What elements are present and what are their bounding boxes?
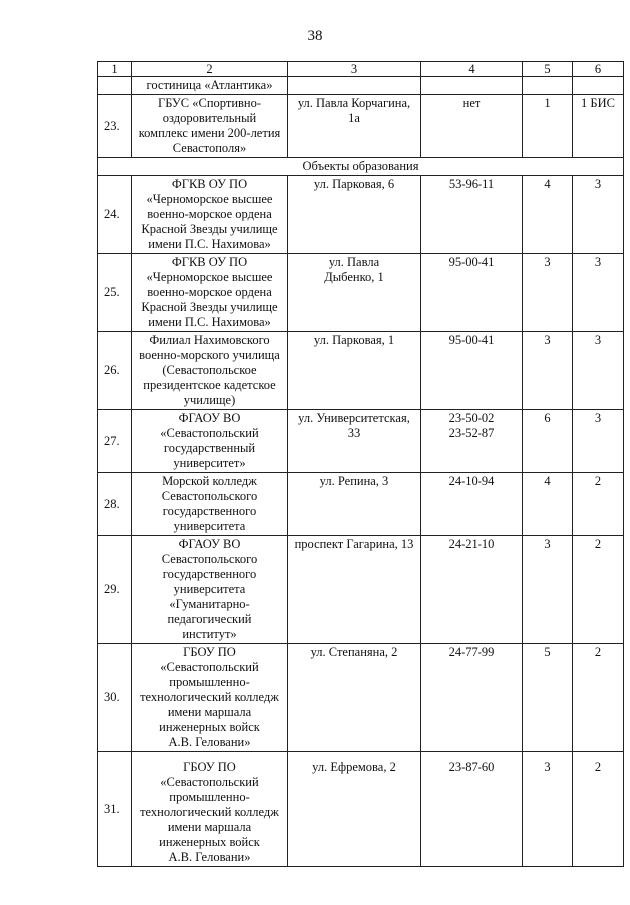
col6-cell: 2 [573, 752, 624, 867]
name-cell [132, 332, 288, 410]
name-line: А.В. Геловани» [168, 850, 251, 864]
address-line: ул. Павла Корчагина, [297, 96, 411, 110]
address-cell [288, 95, 421, 158]
phone-line: 53-96-11 [448, 177, 495, 191]
address-line: ул. Степаняна, 2 [310, 645, 398, 659]
name-line: институт» [182, 627, 237, 641]
address-line: проспект Гагарина, 13 [294, 537, 414, 551]
name-cell: гостиница «Атлантика» [132, 77, 288, 95]
name-line: ФГАОУ ВО [178, 537, 241, 551]
col6-cell: 3 [573, 176, 624, 254]
row-28 [98, 473, 624, 536]
address-cell [288, 644, 421, 752]
name-cell [132, 536, 288, 644]
name-line: Севастопольского [161, 489, 258, 503]
name-line: промышленно- [169, 790, 250, 804]
phone-cell [421, 254, 523, 332]
name-line: Морской колледж [162, 474, 257, 488]
address-cell [288, 536, 421, 644]
address-line: ул. Парковая, 1 [313, 333, 395, 347]
name-line: ГБУС «Спортивно- [157, 96, 262, 110]
name-line: Красной Звезды училище [141, 222, 278, 236]
col5-cell: 4 [523, 473, 573, 536]
address-cell [288, 410, 421, 473]
name-line: военно-морского училища [139, 348, 280, 362]
address-line: ул. Павла [328, 255, 380, 269]
header-cell: 6 [573, 62, 624, 77]
name-line: Филиал Нахимовского [149, 333, 270, 347]
col5-cell: 3 [523, 752, 573, 867]
num-cell: 29. [98, 536, 132, 644]
name-line: (Севастопольское [162, 363, 257, 377]
name-line: училище) [183, 393, 236, 407]
header-cell: 3 [288, 62, 421, 77]
name-line: военно-морское ордена [147, 207, 272, 221]
row-24 [98, 176, 624, 254]
name-line: университет» [173, 456, 246, 470]
address-cell [288, 77, 421, 95]
address-cell [288, 254, 421, 332]
row-29 [98, 536, 624, 644]
address-cell [288, 752, 421, 867]
col5-cell: 5 [523, 644, 573, 752]
name-line: университета [173, 519, 246, 533]
address-line: ул. Университетская, [298, 411, 410, 425]
row-25 [98, 254, 624, 332]
name-cell [132, 473, 288, 536]
name-line: Севастопольского [161, 552, 258, 566]
name-line: имени маршала [167, 820, 252, 834]
name-line: государственного [162, 504, 257, 518]
phone-line: 95-00-41 [448, 255, 495, 269]
name-line: ФГКВ ОУ ПО [171, 177, 248, 191]
header-cell: 5 [523, 62, 573, 77]
name-line: «Севастопольский [160, 660, 259, 674]
header-cell: 1 [98, 62, 132, 77]
address-line: ул. Репина, 3 [319, 474, 389, 488]
num-cell [98, 77, 132, 95]
name-cell [132, 176, 288, 254]
phone-line: нет [462, 96, 481, 110]
col5-cell: 3 [523, 332, 573, 410]
name-line: университета [173, 582, 246, 596]
col6-cell [573, 77, 624, 95]
name-line: президентское кадетское [143, 378, 276, 392]
row-30 [98, 644, 624, 752]
name-line: «Черноморское высшее [146, 270, 273, 284]
address-line: 33 [347, 426, 361, 440]
name-line: инженерных войск [159, 720, 260, 734]
phone-cell [421, 95, 523, 158]
phone-cell [421, 752, 523, 867]
col5-cell: 4 [523, 176, 573, 254]
name-line: технологический колледж [140, 805, 279, 819]
phone-cell [421, 332, 523, 410]
name-line: промышленно- [169, 675, 250, 689]
name-line: Красной Звезды училище [141, 300, 278, 314]
address-line: Дыбенко, 1 [324, 270, 384, 284]
num-cell: 30. [98, 644, 132, 752]
name-line: ГБОУ ПО [183, 760, 236, 774]
col6-cell: 3 [573, 332, 624, 410]
col5-cell: 6 [523, 410, 573, 473]
address-cell [288, 176, 421, 254]
header-row [98, 62, 624, 77]
num-cell: 31. [98, 752, 132, 867]
name-line: государственного [162, 567, 257, 581]
facilities-table [97, 61, 624, 867]
num-cell: 26. [98, 332, 132, 410]
name-line: оздоровительный [162, 111, 257, 125]
name-cell [132, 410, 288, 473]
row-31 [98, 752, 624, 867]
address-line: 1а [348, 111, 360, 125]
phone-cell [421, 410, 523, 473]
num-cell: 24. [98, 176, 132, 254]
col5-cell: 1 [523, 95, 573, 158]
col5-cell: 3 [523, 536, 573, 644]
name-line: имени маршала [167, 705, 252, 719]
page-number: 38 [307, 28, 323, 44]
name-line: «Севастопольский [160, 775, 259, 789]
col6-cell: 3 [573, 410, 624, 473]
num-cell: 23. [98, 95, 132, 158]
header-cell: 2 [132, 62, 288, 77]
name-line: инженерных войск [159, 835, 260, 849]
section-row [98, 158, 624, 176]
name-line: Севастополя» [172, 141, 247, 155]
phone-line: 24-77-99 [448, 645, 495, 659]
section-title: Объекты образования [98, 158, 624, 176]
name-line: комплекс имени 200-летия [138, 126, 281, 140]
phone-line: 23-87-60 [448, 760, 495, 774]
name-line: имени П.С. Нахимова» [148, 237, 271, 251]
address-line: ул. Парковая, 6 [313, 177, 395, 191]
address-line: ул. Ефремова, 2 [312, 760, 396, 774]
name-line: «Севастопольский [160, 426, 259, 440]
phone-cell [421, 644, 523, 752]
phone-line: 24-21-10 [448, 537, 495, 551]
col6-cell: 2 [573, 473, 624, 536]
name-cell [132, 644, 288, 752]
continuation-row [98, 77, 624, 95]
name-line: «Гуманитарно- [169, 597, 250, 611]
row-26 [98, 332, 624, 410]
col6-cell: 1 БИС [573, 95, 624, 158]
row-23 [98, 95, 624, 158]
name-line: военно-морское ордена [147, 285, 272, 299]
num-cell: 25. [98, 254, 132, 332]
phone-cell [421, 176, 523, 254]
col5-cell: 3 [523, 254, 573, 332]
name-line: имени П.С. Нахимова» [148, 315, 271, 329]
col6-cell: 2 [573, 536, 624, 644]
phone-cell [421, 473, 523, 536]
col6-cell: 2 [573, 644, 624, 752]
address-cell [288, 473, 421, 536]
phone-line: 24-10-94 [448, 474, 495, 488]
name-line: А.В. Геловани» [168, 735, 251, 749]
name-line: ФГАОУ ВО [178, 411, 241, 425]
name-line: ГБОУ ПО [183, 645, 236, 659]
col5-cell [523, 77, 573, 95]
name-line: технологический колледж [140, 690, 279, 704]
num-cell: 27. [98, 410, 132, 473]
phone-cell [421, 77, 523, 95]
name-line: ФГКВ ОУ ПО [171, 255, 248, 269]
phone-line: 23-50-02 [448, 411, 495, 425]
address-cell [288, 332, 421, 410]
header-cell: 4 [421, 62, 523, 77]
phone-line: 95-00-41 [448, 333, 495, 347]
num-cell: 28. [98, 473, 132, 536]
name-line: педагогический [167, 612, 252, 626]
phone-cell [421, 536, 523, 644]
phone-line: 23-52-87 [448, 426, 495, 440]
name-line: «Черноморское высшее [146, 192, 273, 206]
name-cell [132, 254, 288, 332]
row-27 [98, 410, 624, 473]
name-cell [132, 752, 288, 867]
name-cell [132, 95, 288, 158]
name-line: государственный [163, 441, 256, 455]
col6-cell: 3 [573, 254, 624, 332]
